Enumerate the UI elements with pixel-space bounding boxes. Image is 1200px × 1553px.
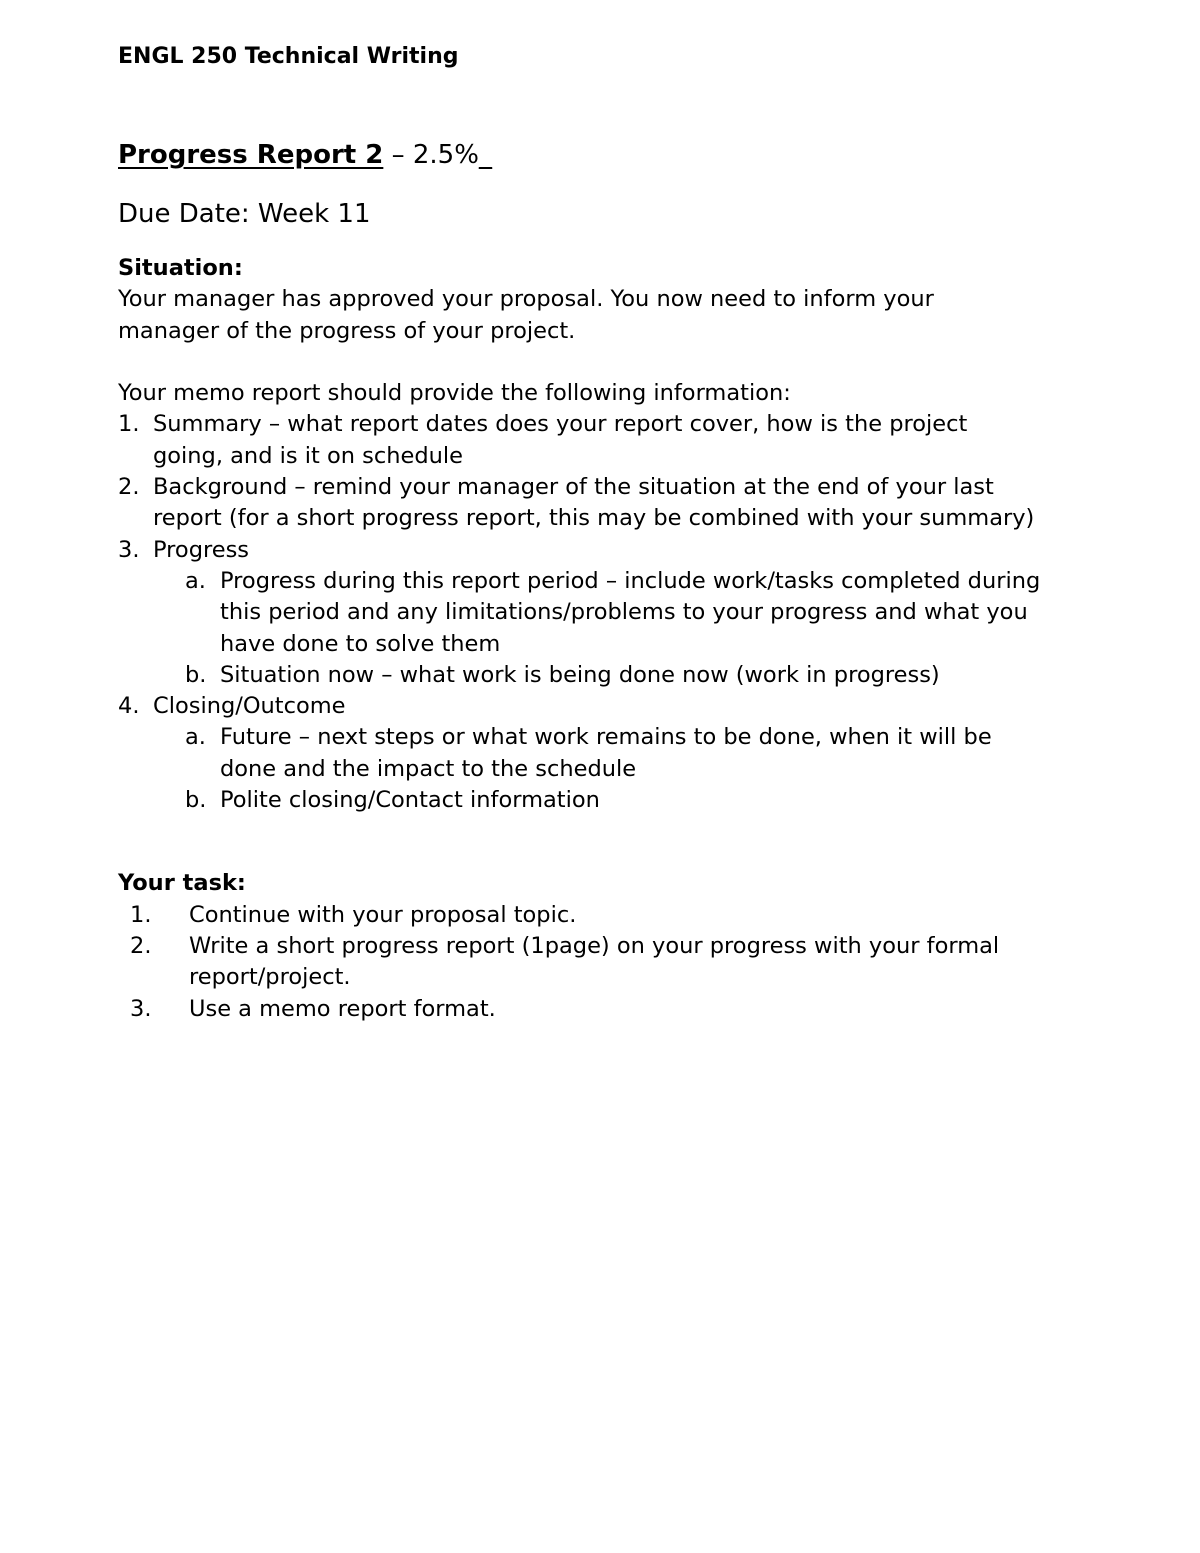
- sub-list-item: [118, 722, 1118, 785]
- task-number: 2.: [130, 932, 152, 959]
- task-list: [118, 900, 1118, 1025]
- due-date: Due Date: Week 11: [118, 199, 371, 229]
- list-item: [118, 535, 1118, 566]
- task-item: [118, 994, 1118, 1025]
- item-number: 3.: [118, 536, 140, 563]
- sub-item-text: have done to solve them: [220, 630, 501, 657]
- task-text: Continue with your proposal topic.: [189, 901, 577, 928]
- item-number: 4.: [118, 693, 140, 720]
- task-item: [118, 900, 1118, 931]
- sub-item-text: Future – next steps or what work remains to be done, when it will be: [220, 724, 992, 751]
- task-text: Write a short progress report (1page) on your progress with your formal: [189, 932, 1000, 959]
- list-item: [118, 409, 1118, 472]
- memo-intro: Your memo report should provide the following information:: [118, 380, 791, 407]
- title-weight: – 2.5%: [383, 140, 479, 170]
- task-text: report/project.: [189, 964, 351, 991]
- task-heading: Your task:: [118, 870, 246, 897]
- title-underscore: _: [478, 140, 492, 170]
- course-header: ENGL 250 Technical Writing: [118, 44, 459, 69]
- item-text: going, and is it on schedule: [153, 442, 463, 469]
- task-number: 1.: [130, 901, 152, 928]
- item-text: Closing/Outcome: [153, 693, 346, 720]
- sub-item-text: Progress during this report period – include work/tasks completed during: [220, 567, 1041, 594]
- sub-list-item: [118, 785, 1118, 816]
- list-item: [118, 472, 1118, 535]
- sub-item-letter: a.: [185, 567, 206, 594]
- sub-item-text: this period and any limitations/problems to your progress and what you: [220, 599, 1028, 626]
- sub-item-letter: b.: [185, 661, 207, 688]
- sub-item-letter: b.: [185, 787, 207, 814]
- assignment-title: [118, 140, 492, 170]
- list-item: [118, 691, 1118, 722]
- sub-list-item: [118, 566, 1118, 660]
- sub-item-letter: a.: [185, 724, 206, 751]
- task-item: [118, 931, 1118, 994]
- task-text: Use a memo report format.: [189, 995, 496, 1022]
- situation-heading: Situation:: [118, 255, 243, 281]
- item-text: Background – remind your manager of the situation at the end of your last: [153, 474, 994, 501]
- item-text: Progress: [153, 536, 250, 563]
- item-number: 1.: [118, 411, 140, 438]
- assignment-body: [118, 253, 1118, 1025]
- sub-item-text: done and the impact to the schedule: [220, 755, 637, 782]
- requirements-list: [118, 409, 1118, 816]
- situation-line: Your manager has approved your proposal. You now need to inform your: [118, 286, 934, 313]
- item-text: Summary – what report dates does your report cover, how is the project: [153, 411, 968, 438]
- title-main: Progress Report 2: [118, 140, 384, 170]
- item-text: report (for a short progress report, this may be combined with your summary): [153, 505, 1035, 532]
- sub-item-text: Situation now – what work is being done now (work in progress): [220, 661, 940, 688]
- sub-item-text: Polite closing/Contact information: [220, 787, 600, 814]
- sub-list-item: [118, 660, 1118, 691]
- task-number: 3.: [130, 995, 152, 1022]
- situation-line: manager of the progress of your project.: [118, 317, 576, 344]
- item-number: 2.: [118, 474, 140, 501]
